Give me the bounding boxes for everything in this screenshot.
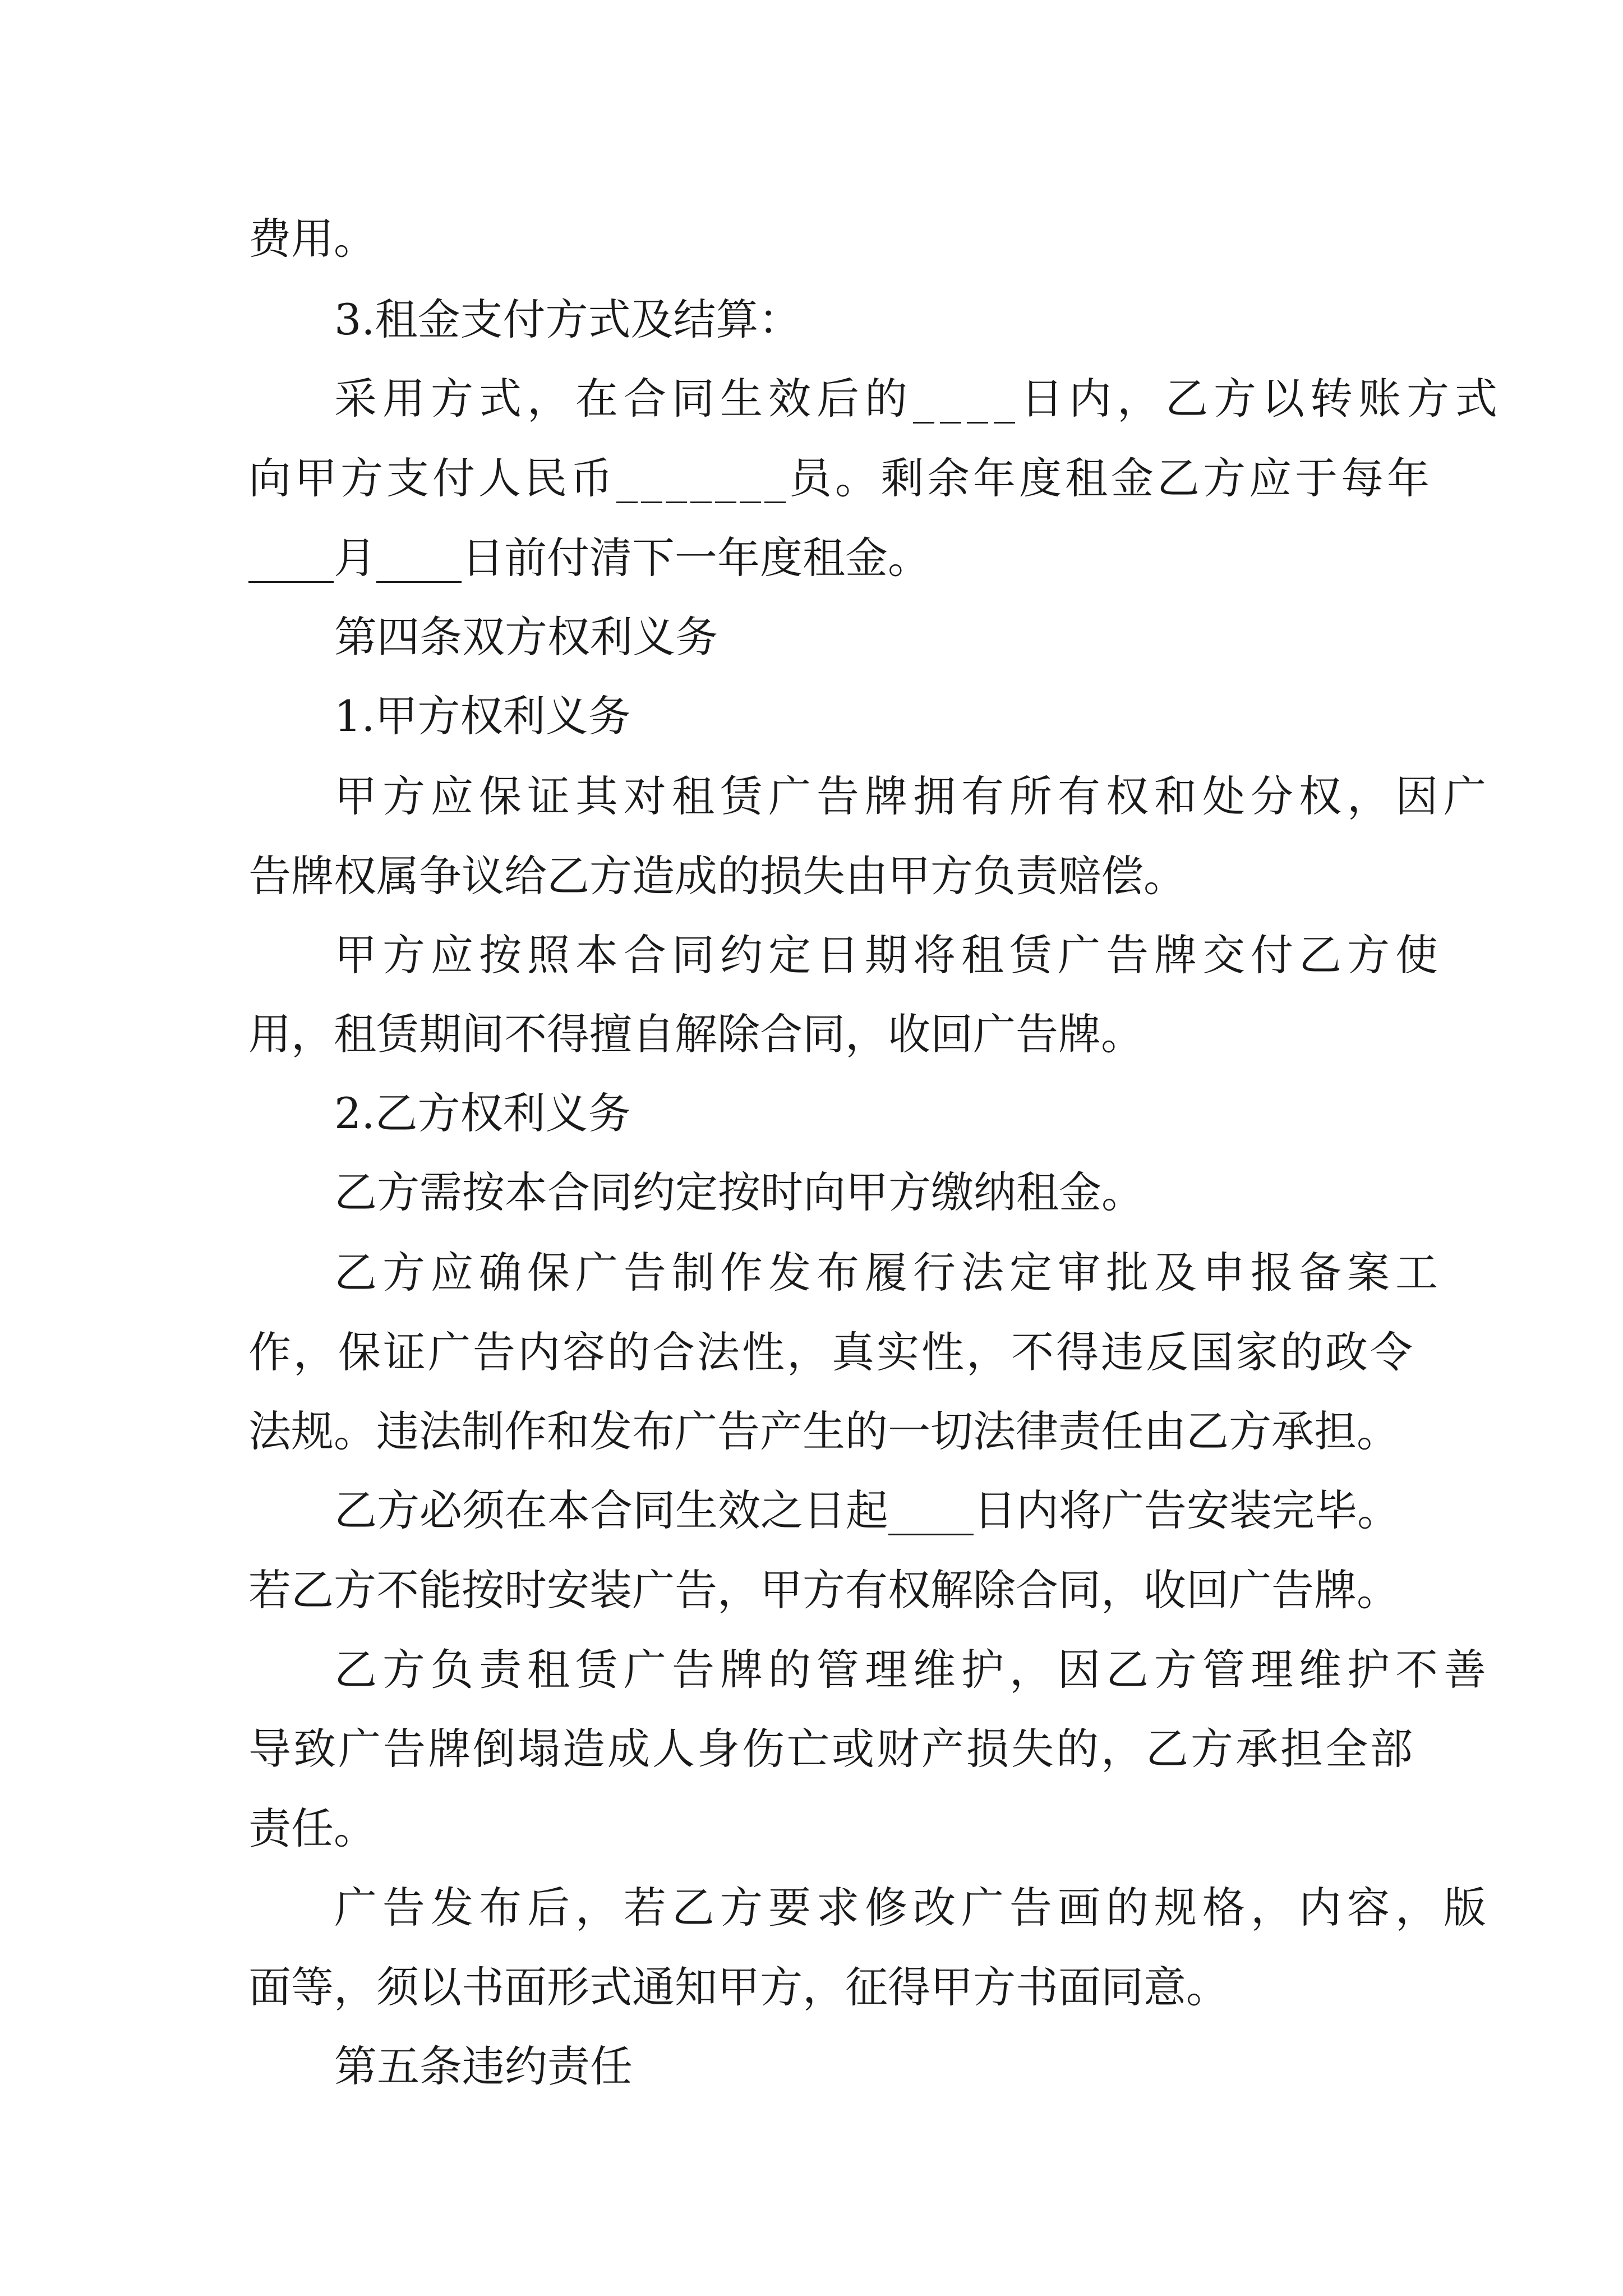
- text-line: 2.乙方权利义务: [334, 1088, 631, 1138]
- text-line: 第四条双方权利义务: [334, 612, 718, 662]
- text-line: 若乙方不能按时安装广告，甲方有权解除合同，收回广告牌。: [248, 1565, 1399, 1615]
- text-line: 第五条违约责任: [334, 2041, 633, 2091]
- text-line: 作，保证广告内容的合法性，真实性，不得违反国家的政令: [248, 1327, 1415, 1377]
- text-line: ____月____日前付清下一年度租金。: [248, 533, 930, 583]
- text-line: 面等，须以书面形式通知甲方，征得甲方书面同意。: [248, 1962, 1229, 2012]
- text-line: 甲方应按照本合同约定日期将租赁广告牌交付乙方使: [334, 930, 1444, 980]
- text-line: 告牌权属争议给乙方造成的损失由甲方负责赔偿。: [248, 851, 1186, 901]
- text-line: 广告发布后，若乙方要求修改广告画的规格，内容，版: [334, 1883, 1492, 1932]
- text-line: 乙方必须在本合同生效之日起____日内将广告安装完毕。: [334, 1485, 1400, 1535]
- text-line: 法规。违法制作和发布广告产生的一切法律责任由乙方承担。: [248, 1406, 1399, 1456]
- text-line: 甲方应保证其对租赁广告牌拥有所有权和处分权，因广: [334, 771, 1492, 821]
- text-line: 向甲方支付人民币_______员。剩余年度租金乙方应于每年: [248, 453, 1433, 503]
- text-line: 3.租金支付方式及结算：: [334, 295, 801, 344]
- text-line: 导致广告牌倒塌造成人身伤亡或财产损失的，乙方承担全部: [248, 1724, 1415, 1774]
- text-line: 用，租赁期间不得擅自解除合同，收回广告牌。: [248, 1009, 1144, 1059]
- text-line: 责任。: [248, 1803, 376, 1853]
- text-line: 费用。: [248, 214, 376, 264]
- text-line: 乙方应确保广告制作发布履行法定审批及申报备案工: [334, 1248, 1444, 1297]
- text-line: 采用方式，在合同生效后的____日内，乙方以转账方式: [334, 374, 1503, 424]
- text-line: 乙方负责租赁广告牌的管理维护，因乙方管理维护不善: [334, 1645, 1492, 1695]
- text-line: 乙方需按本合同约定按时向甲方缴纳租金。: [334, 1167, 1144, 1217]
- text-line: 1.甲方权利义务: [334, 691, 631, 741]
